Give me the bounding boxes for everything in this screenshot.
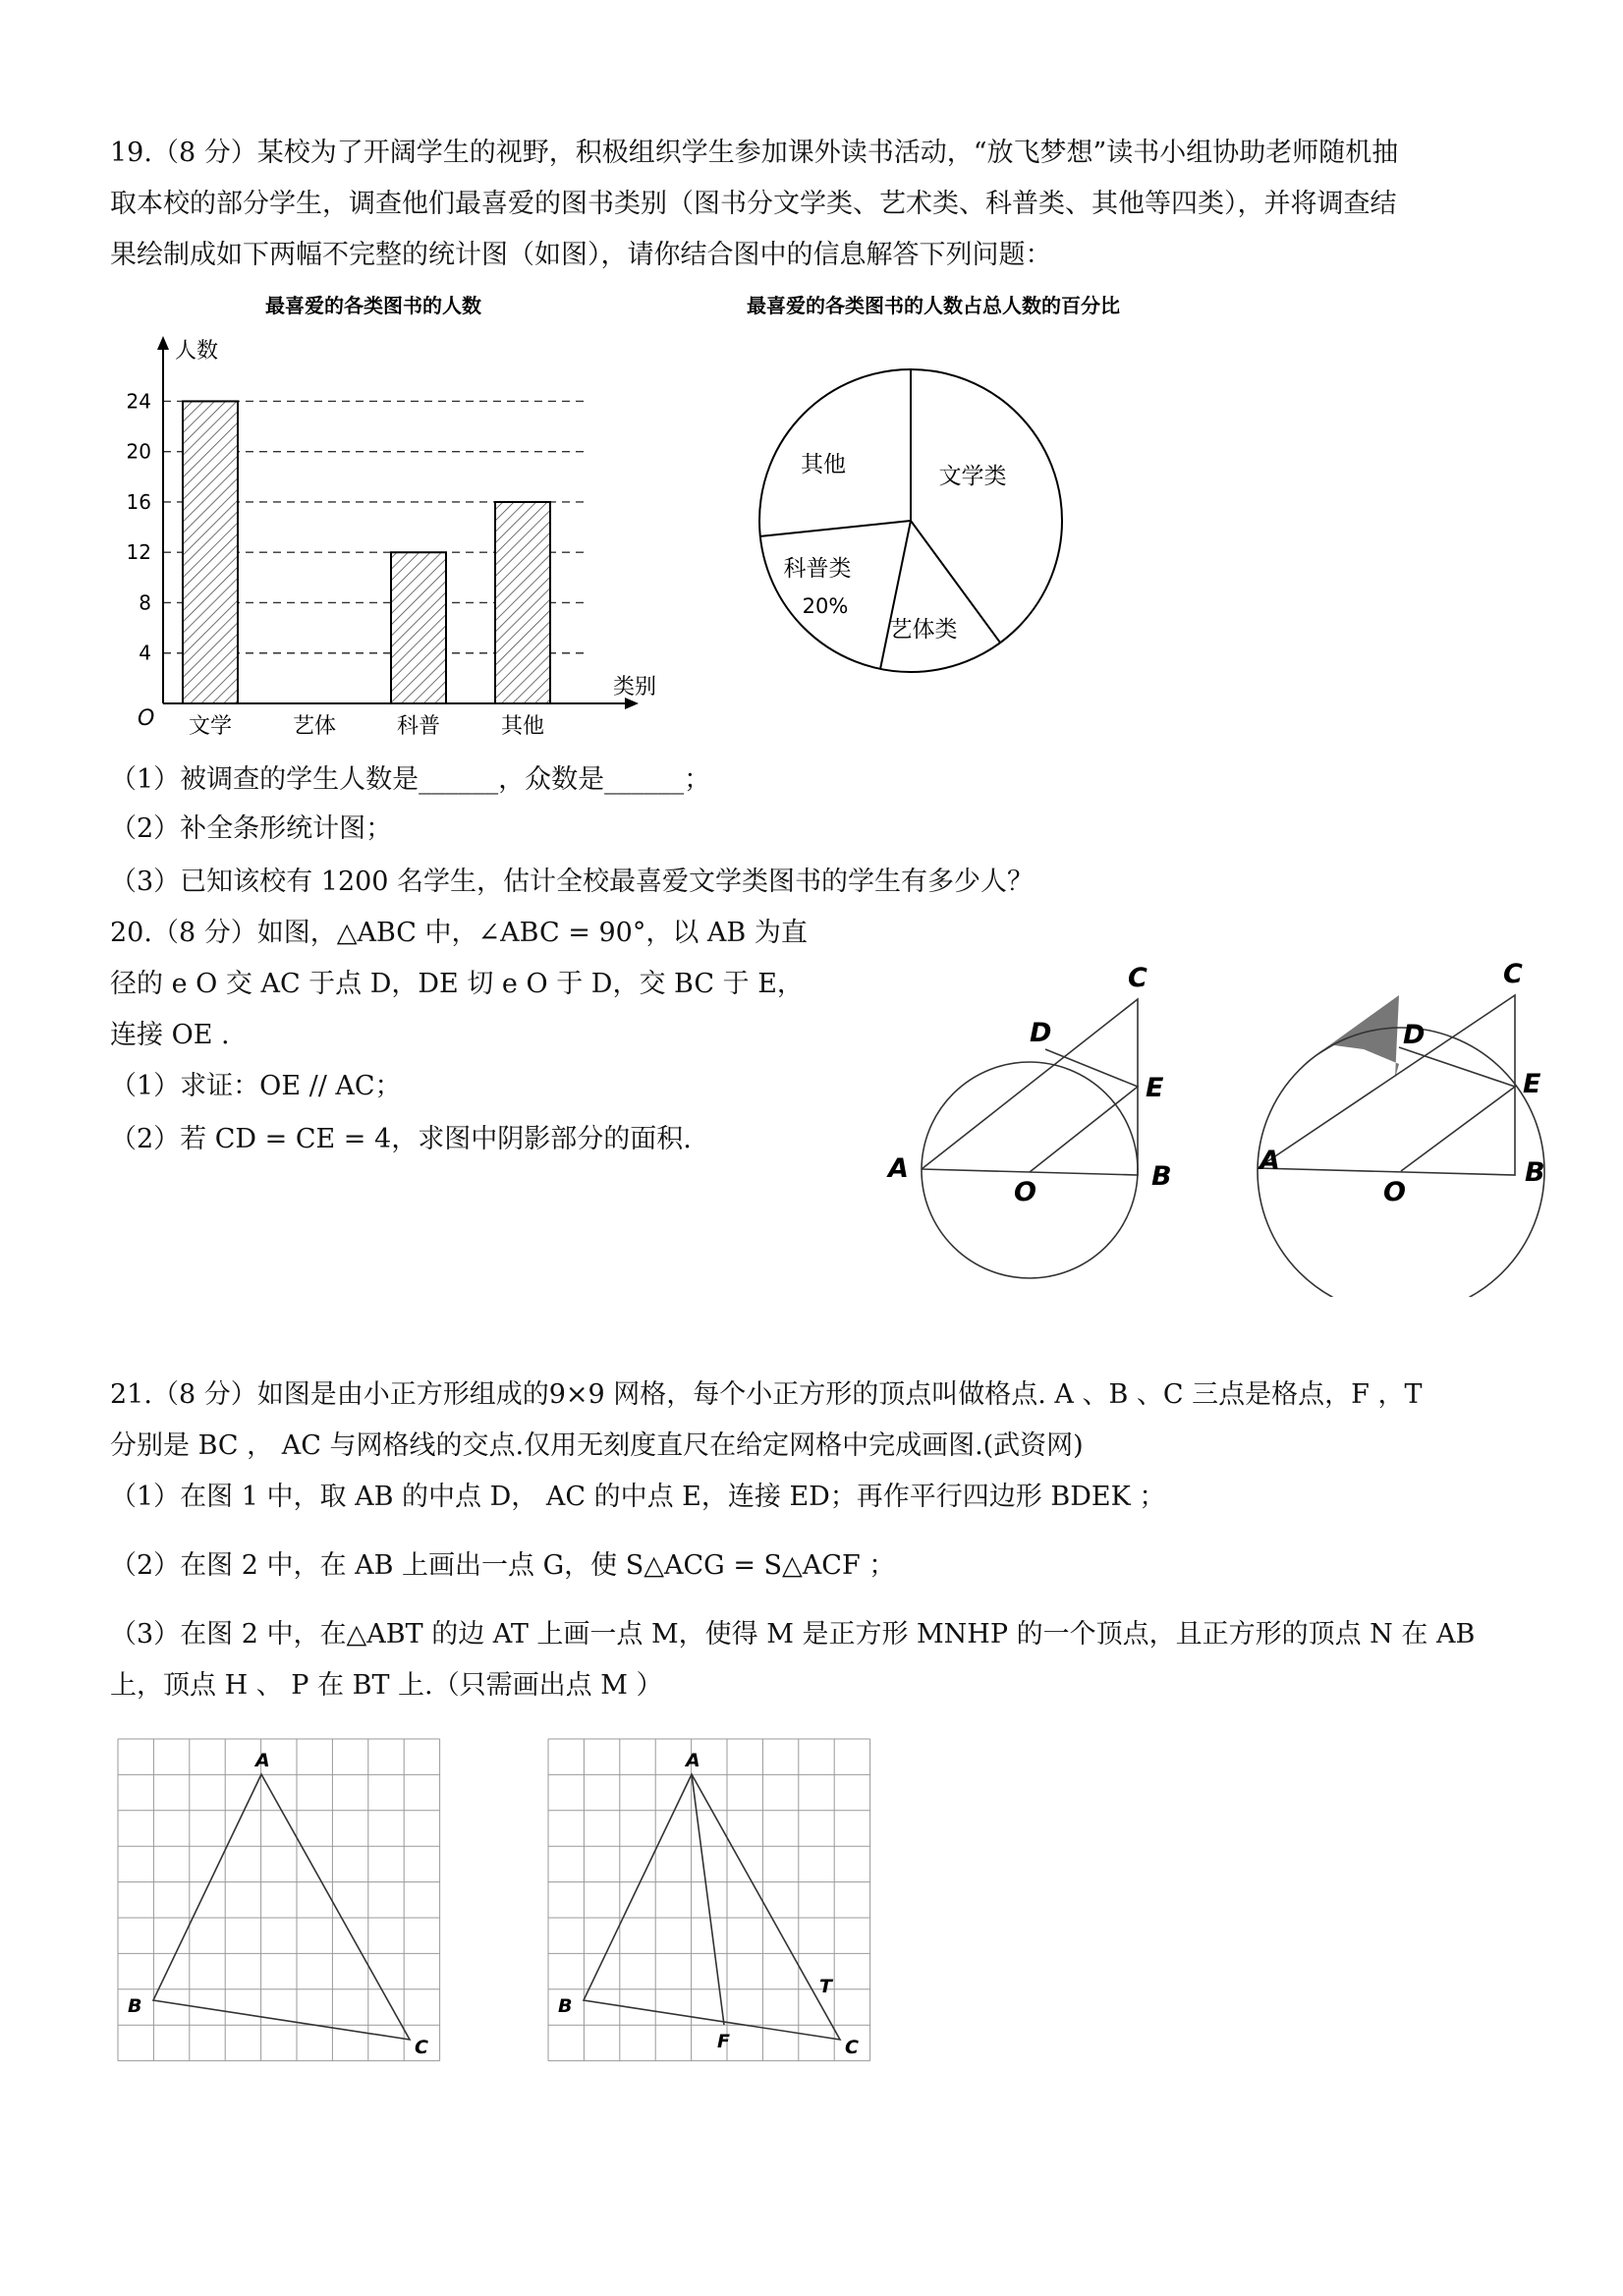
triangle-abc xyxy=(584,1774,840,2040)
y-tick-label: 8 xyxy=(139,590,151,615)
label-o: O xyxy=(1383,1177,1406,1207)
y-tick-label: 12 xyxy=(126,540,151,565)
pie-chart-title: 最喜爱的各类图书的人数占总人数的百分比 xyxy=(747,294,1120,317)
label-o: O xyxy=(1014,1177,1036,1207)
pie-label-literature: 文学类 xyxy=(938,464,1007,489)
y-tick-label: 4 xyxy=(139,641,151,665)
label-b: B xyxy=(1525,1157,1545,1188)
bar-1 xyxy=(183,401,238,703)
x-tick-label: 艺体 xyxy=(292,714,337,739)
q21-grid-figure-1 xyxy=(108,1729,462,2083)
label-a: A xyxy=(686,1750,700,1771)
q21-sub-3b: 上，顶点 H 、 P 在 BT 上.（只需画出点 M ） xyxy=(110,1670,663,1701)
label-e: E xyxy=(1146,1073,1164,1103)
bar-chart-xlabel: 类别 xyxy=(613,675,657,700)
q19-line-1: 19.（8 分）某校为了开阔学生的视野，积极组织学生参加课外读书活动，“放飞梦想”读书小组协助老师随机抽 xyxy=(110,138,1399,168)
q20-sub-1: （1）求证：OE // AC； xyxy=(110,1071,402,1101)
q20-sub-2: （2）若 CD = CE = 4，求图中阴影部分的面积. xyxy=(110,1124,692,1154)
y-axis-arrow-icon xyxy=(157,336,169,350)
bar-chart-origin: O xyxy=(138,706,155,731)
q19-line-3: 果绘制成如下两幅不完整的统计图（如图），请你结合图中的信息解答下列问题： xyxy=(110,240,1052,270)
label-c: C xyxy=(1503,959,1523,989)
bar-3 xyxy=(391,552,446,703)
bar-chart-bars xyxy=(183,401,550,703)
q20-line-1: 20.（8 分）如图，△ABC 中，∠ABC = 90°，以 AB 为直 xyxy=(110,918,808,948)
q20-line-2: 径的 e O 交 AC 于点 D，DE 切 e O 于 D，交 BC 于 E， xyxy=(110,969,804,999)
q21-grid-figure-2 xyxy=(538,1729,892,2083)
label-a: A xyxy=(888,1153,909,1184)
bar-chart-ylabel: 人数 xyxy=(175,339,219,364)
pie-label-arts: 艺体类 xyxy=(889,617,958,643)
label-a: A xyxy=(255,1750,270,1771)
q21-sub-3a: （3）在图 2 中，在△ABT 的边 AT 上画一点 M，使得 M 是正方形 MNHP 的一个顶点，且正方形的顶点 N 在 AB xyxy=(110,1619,1476,1650)
segment-af xyxy=(692,1774,724,2025)
q21-sub-1: （1）在图 1 中，取 AB 的中点 D， AC 的中点 E，连接 ED；再作平行四边形 BDEK ； xyxy=(110,1482,1166,1512)
bar-chart xyxy=(108,285,698,756)
q19-sub-1: （1）被调查的学生人数是______，众数是______； xyxy=(110,764,711,795)
q20-figure-1 xyxy=(865,943,1199,1297)
segments-de-eo xyxy=(1030,1049,1138,1172)
x-tick-label: 科普 xyxy=(396,714,441,739)
label-c: C xyxy=(845,2037,859,2058)
label-a: A xyxy=(1259,1146,1280,1176)
pie-label-science: 科普类 xyxy=(783,556,852,582)
y-tick-label: 20 xyxy=(126,439,151,464)
q21-line-2: 分别是 BC ， AC 与网格线的交点.仅用无刻度直尺在给定网格中完成画图.(武资网) xyxy=(110,1430,1084,1461)
q20-line-3: 连接 OE . xyxy=(110,1020,230,1050)
y-tick-label: 16 xyxy=(126,489,151,514)
label-f: F xyxy=(717,2031,730,2052)
label-b: B xyxy=(1151,1161,1172,1192)
x-tick-label: 文学 xyxy=(188,714,233,739)
pie-chart xyxy=(678,285,1189,698)
bar-chart-y-ticks xyxy=(127,389,151,664)
label-b: B xyxy=(558,1995,573,2017)
label-d: D xyxy=(1403,1020,1426,1050)
label-c: C xyxy=(415,2037,428,2058)
label-e: E xyxy=(1523,1069,1541,1099)
pie-label-other: 其他 xyxy=(801,452,846,477)
label-b: B xyxy=(128,1995,142,2017)
pie-label-science-percent: 20% xyxy=(802,594,849,618)
triangle-abc xyxy=(153,1774,410,2040)
q19-sub-2: （2）补全条形统计图； xyxy=(110,813,393,844)
bar-chart-x-ticks xyxy=(189,714,544,739)
y-tick-label: 24 xyxy=(126,389,151,414)
label-c: C xyxy=(1128,963,1147,993)
q19-sub-3: （3）已知该校有 1200 名学生，估计全校最喜爱文学类图书的学生有多少人？ xyxy=(110,867,1035,897)
x-tick-label: 其他 xyxy=(500,714,545,739)
q21-line-1: 21.（8 分）如图是由小正方形组成的9×9 网格，每个小正方形的顶点叫做格点. A 、B 、C 三点是格点，F ，T xyxy=(110,1379,1423,1410)
bar-4 xyxy=(495,502,550,703)
label-d: D xyxy=(1030,1018,1052,1048)
q21-sub-2: （2）在图 2 中，在 AB 上画出一点 G，使 S△ACG = S△ACF ； xyxy=(110,1550,896,1581)
circle-o xyxy=(1258,1028,1544,1297)
q19-line-2: 取本校的部分学生，调查他们最喜爱的图书类别（图书分文学类、艺术类、科普类、其他等四类），并将调查结 xyxy=(110,189,1397,219)
bar-chart-title: 最喜爱的各类图书的人数 xyxy=(265,294,481,317)
label-t: T xyxy=(819,1976,832,1997)
q20-figure-2 xyxy=(1238,943,1572,1297)
